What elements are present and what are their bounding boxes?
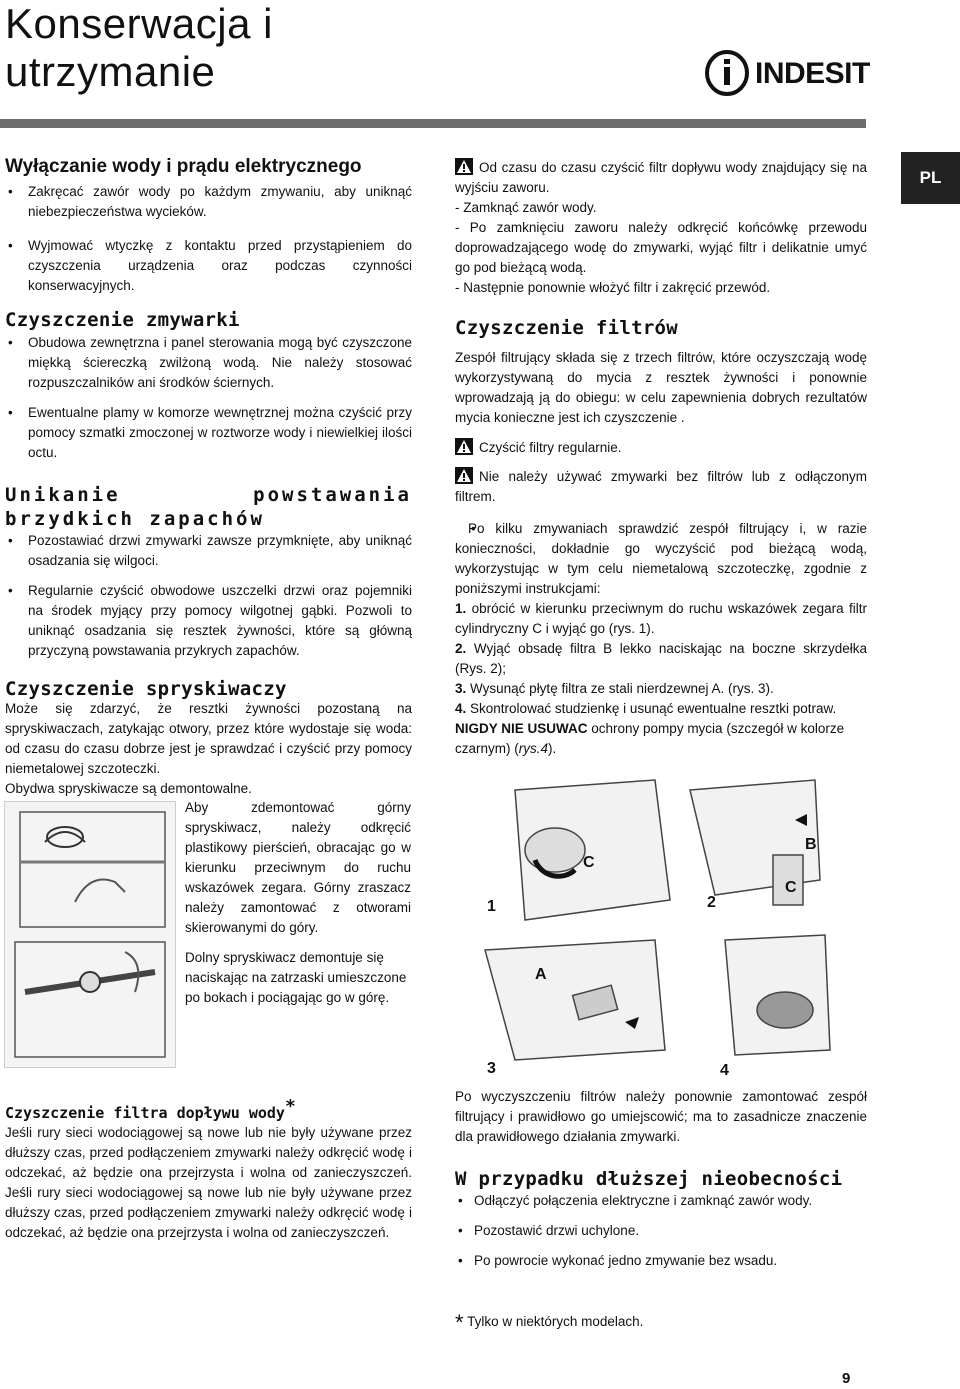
section-heading-inlet-filter bbox=[5, 1097, 412, 1123]
section-heading-filters: Czyszczenie filtrów bbox=[455, 317, 679, 339]
list-item: • Obudowa zewnętrzna i panel sterowania mogą być czyszczone miękką ściereczką zwilżoną wodą. Nie należy stosować rozpuszczalników ani środków ściernych. bbox=[5, 333, 412, 393]
header-rule bbox=[0, 119, 866, 128]
absence-list bbox=[455, 1191, 867, 1271]
filters-warning-2-text: Nie należy używać zmywarki bez filtrów lub z odłączonym filtrem. bbox=[455, 469, 867, 504]
figure-ref: rys.4 bbox=[518, 741, 549, 756]
step-number: 4. bbox=[455, 701, 467, 716]
intro-warning bbox=[455, 158, 867, 198]
filters-warning-2 bbox=[455, 467, 867, 507]
pump-warning-end: ). bbox=[548, 741, 557, 756]
figure-number: 2 bbox=[707, 894, 716, 911]
page-number: 9 bbox=[842, 1370, 851, 1387]
warning-icon bbox=[455, 158, 473, 175]
pump-warning bbox=[455, 719, 867, 759]
section-heading-sprayers: Czyszczenie spryskiwaczy bbox=[5, 678, 287, 700]
inlet-filter-title: Czyszczenie filtra dopływu wody bbox=[5, 1104, 285, 1122]
filters-body: Zespół filtrujący składa się z trzech filtrów, które oczyszczają wodę wykorzystywaną do mycia z resztek żywności i ponownie wprowadzają ją do obiegu: w celu zapewnienia dobrych rezultatów mycia konieczne jest ich czyszczenie . bbox=[455, 350, 867, 425]
figure-letter: C bbox=[583, 854, 595, 871]
step-text: obrócić w kierunku przeciwnym do ruchu wskazówek zegara filtr cylindryczny C i wyjąć go (rys. 1). bbox=[455, 601, 867, 636]
figure-letter: A bbox=[535, 966, 547, 983]
section-heading-absence: W przypadku dłuższej nieobecności bbox=[455, 1168, 843, 1190]
intro-line: - Następnie ponownie włożyć filtr i zakręcić przewód. bbox=[455, 280, 771, 295]
step-number: 1. bbox=[455, 601, 467, 616]
section-heading-water-power: Wyłączanie wody i prądu elektrycznego bbox=[5, 156, 362, 177]
filters-warning-1 bbox=[455, 438, 867, 458]
water-power-list bbox=[5, 182, 412, 296]
odors-list bbox=[5, 531, 412, 661]
pump-warning-text: ochrony pompy mycia (szczegół w kolorze czarnym) ( bbox=[455, 721, 845, 756]
page-title-line2: utrzymanie bbox=[5, 48, 216, 95]
lower-sprayer-text: Dolny spryskiwacz demontuje się naciskając na zatrzaski umieszczone po bokach i pociągając go w górę. bbox=[185, 950, 407, 1005]
dishwasher-sprayer-icon bbox=[5, 802, 175, 1067]
list-item: • Pozostawiać drzwi zmywarki zawsze przymknięte, aby uniknąć osadzania się wilgoci. bbox=[5, 531, 412, 571]
figure-number: 4 bbox=[720, 1062, 729, 1079]
figure-letter: C bbox=[785, 879, 797, 896]
left-column-top bbox=[5, 155, 412, 799]
list-item: • Zakręcać zawór wody po każdym zmywaniu, aby uniknąć niebezpieczeństwa wycieków. bbox=[5, 182, 412, 222]
right-column-top bbox=[455, 158, 867, 759]
brand-logo bbox=[703, 48, 868, 98]
cleaning-list bbox=[5, 333, 412, 463]
right-column-bottom bbox=[455, 1087, 867, 1271]
step-text: Wysunąć płytę filtra ze stali nierdzewnej A. (rys. 3). bbox=[470, 681, 774, 696]
warning-icon bbox=[455, 438, 473, 455]
brand-name: INDESIT bbox=[755, 57, 870, 90]
upper-sprayer-text: Aby zdemontować górny spryskiwacz, należy odkręcić plastikowy pierścień, obracając go w kierunku przeciwnym do ruchu wskazówek zegara. Górny zraszacz należy zamontować z otworami skierowanymi do góry. bbox=[185, 800, 411, 935]
language-tab: PL bbox=[901, 152, 960, 204]
list-item: • Po kilku zmywaniach sprawdzić zespół filtrujący i, w razie konieczności, dokładnie go wyczyścić pod bieżącą wodą, wykorzystując w tym celu niemetalową szczoteczkę, zgodnie z poniższymi instrukcjami: bbox=[455, 519, 867, 599]
warning-icon bbox=[455, 467, 473, 484]
filter-step bbox=[455, 639, 867, 679]
filter-figures bbox=[455, 770, 867, 1080]
step-number: 3. bbox=[455, 681, 467, 696]
filter-step bbox=[455, 699, 867, 719]
list-item: • Regularnie czyścić obwodowe uszczelki drzwi oraz pojemniki na środek myjący przy pomocy wilgotnej gąbki. Pozwoli to uniknąć osadzania się resztek żywności, które są główną przyczyną powstawania przykrych zapachów. bbox=[5, 581, 412, 661]
footnote bbox=[455, 1310, 643, 1336]
filters-after: Po wyczyszczeniu filtrów należy ponownie zamontować zespół filtrujący i prawidłowo go umiejscowić; ma to zasadnicze znaczenie dla prawidłowego działania zmywarki. bbox=[455, 1089, 867, 1144]
inlet-filter-body: Jeśli rury sieci wodociągowej są nowe lub nie były używane przez dłuższy czas, przed podłączeniem zmywarki należy odkręcić wodę i odczekać, aż będzie ona przejrzysta i wolna od zanieczyszczeń. Jeśli rury sieci wodociągowej są nowe lub nie były używane przez dłuższy czas, przed podłączeniem zmywarki należy odkręcić wodę i odczekać, aż będzie ona przejrzysta i wolna od zanieczyszczeń. bbox=[5, 1125, 412, 1240]
step-number: 2. bbox=[455, 641, 467, 656]
sprayers-body: Może się zdarzyć, że resztki żywności pozostaną na spryskiwaczach, zatykając otwory, przez które wydostaje się woda: od czasu do czasu dobrze jest je sprawdzać i czyścić przy pomocy niemetalowej szczoteczki. bbox=[5, 701, 412, 776]
figure-number: 3 bbox=[487, 1060, 496, 1077]
figure-number: 1 bbox=[487, 898, 496, 915]
step-text: Wyjąć obsadę filtra B lekko naciskając na boczne skrzydełka (Rys. 2); bbox=[455, 641, 867, 676]
list-item: • Wyjmować wtyczkę z kontaktu przed przystąpieniem do czyszczenia urządzenia oraz podczas czynności konserwacyjnych. bbox=[5, 236, 412, 296]
section-heading-cleaning: Czyszczenie zmywarki bbox=[5, 309, 240, 331]
list-item: • Po powrocie wykonać jedno zmywanie bez wsadu. bbox=[455, 1251, 867, 1271]
intro-line: - Zamknąć zawór wody. bbox=[455, 200, 597, 215]
page-title-line1: Konserwacja i bbox=[5, 0, 273, 47]
page-title bbox=[5, 0, 273, 96]
inlet-filter-section bbox=[5, 1097, 412, 1243]
list-item: • Odłączyć połączenia elektryczne i zamknąć zawór wody. bbox=[455, 1191, 867, 1211]
intro-line: - Po zamknięciu zaworu należy odkręcić końcówkę przewodu doprowadzającego wodę do zmywarki, wyjąć filtr i delikatnie umyć go pod bieżącą wodą. bbox=[455, 220, 867, 275]
sprayer-illustration bbox=[4, 801, 176, 1068]
filters-warning-1-text: Czyścić filtry regularnie. bbox=[479, 440, 622, 455]
footnote-text: Tylko w niektórych modelach. bbox=[467, 1314, 644, 1329]
sprayer-instructions bbox=[185, 798, 411, 1008]
list-item: • Pozostawić drzwi uchylone. bbox=[455, 1221, 867, 1241]
sprayers-body-2: Obydwa spryskiwacze są demontowalne. bbox=[5, 781, 252, 796]
figure-letter: B bbox=[805, 836, 817, 853]
never-remove-text: NIGDY NIE USUWAC bbox=[455, 721, 588, 736]
section-heading-odors: Unikanie powstawania brzydkich zapachów bbox=[5, 484, 412, 530]
filter-diagram-icon bbox=[455, 770, 867, 1080]
filter-step bbox=[455, 679, 867, 699]
footnote-star: * bbox=[455, 1310, 464, 1335]
filters-list bbox=[455, 519, 867, 599]
asterisk-mark: * bbox=[284, 1096, 296, 1117]
list-item: • Ewentualne plamy w komorze wewnętrznej można czyścić przy pomocy szmatki zmoczonej w roztworze wody i niewielkiej ilości octu. bbox=[5, 403, 412, 463]
filter-step bbox=[455, 599, 867, 639]
step-text: Skontrolować studzienkę i usunąć ewentualne resztki potraw. bbox=[470, 701, 837, 716]
intro-warning-text: Od czasu do czasu czyścić filtr dopływu wody znajdujący się na wyjściu zaworu. bbox=[455, 160, 867, 195]
